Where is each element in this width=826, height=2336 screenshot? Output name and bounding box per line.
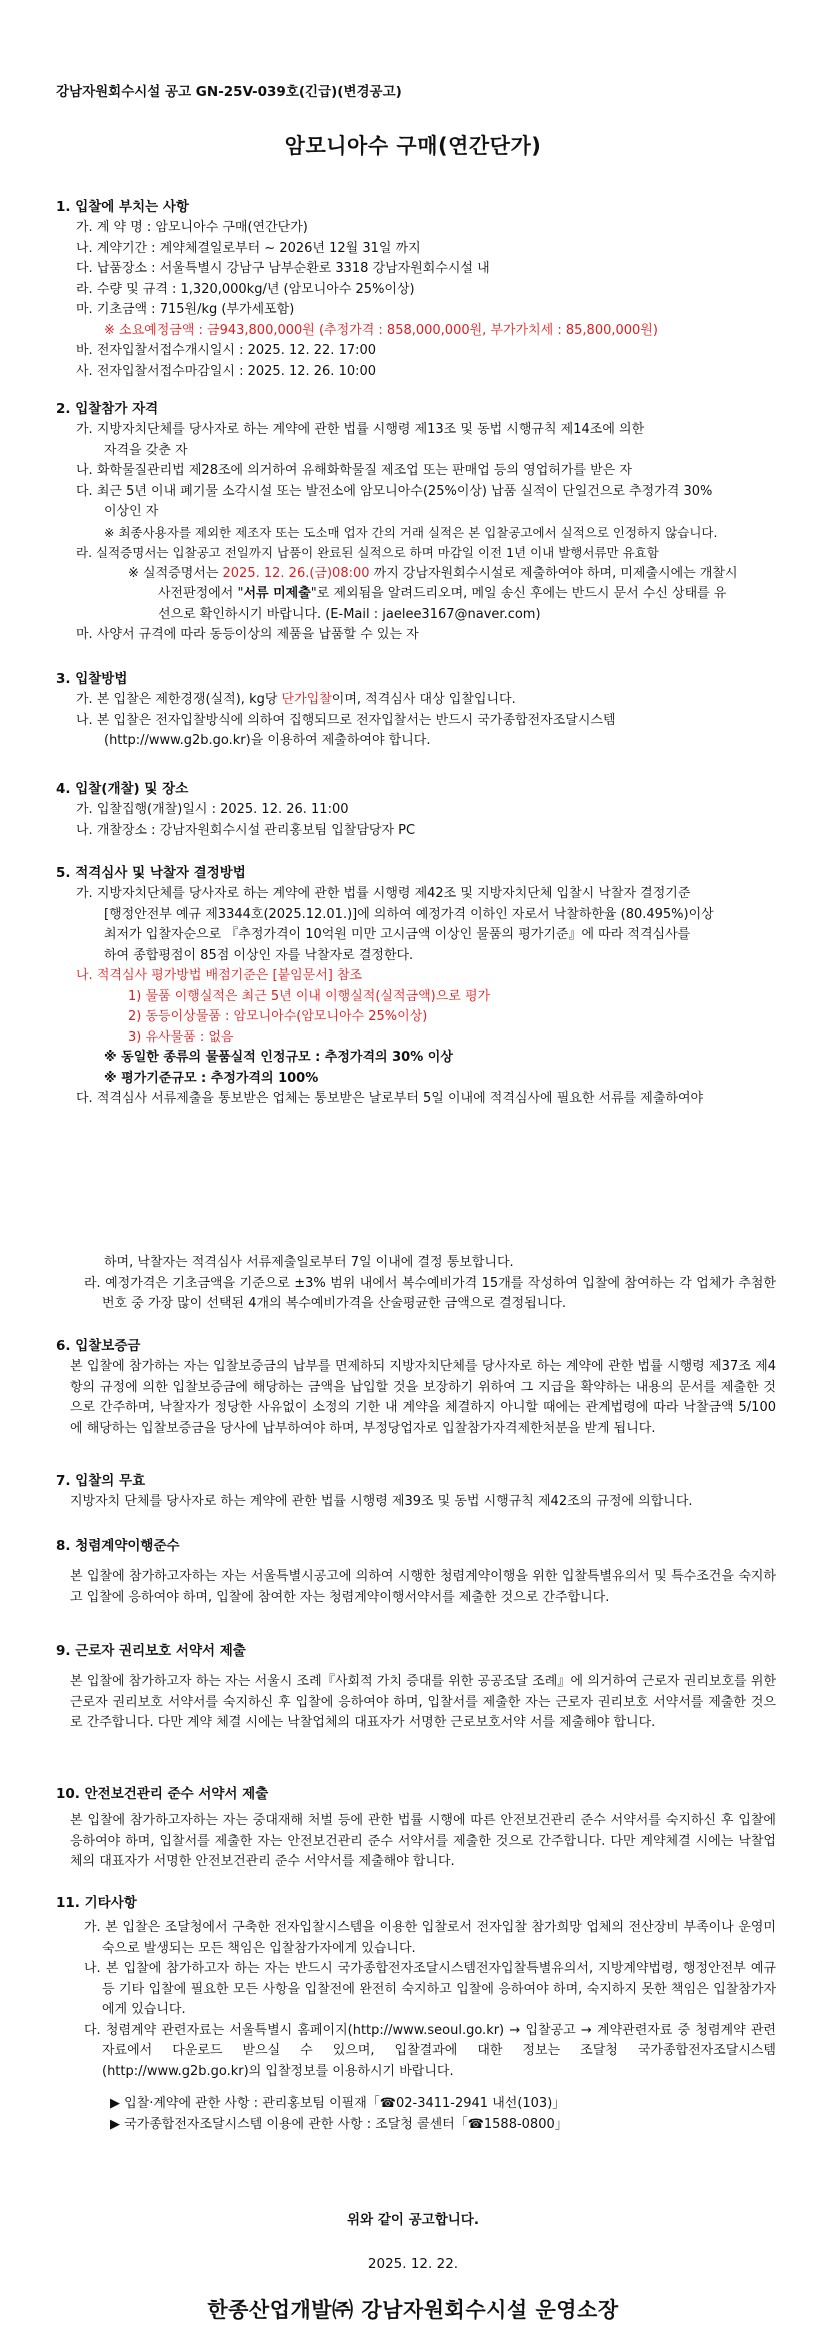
- evaluation-item-2: 2) 동등이상물품 : 암모니아수(암모니아수 25%이상): [128, 1009, 428, 1024]
- section-5-heading: 5. 적격심사 및 낙찰자 결정방법: [56, 865, 246, 881]
- misc-ga: 가. 본 입찰은 조달청에서 구축한 전자입찰시스템을 이용한 입찰로서 전자입찰 참가희망 업체의 전산장비 부족이나 운영미숙으로 발생되는 모든 책임은 입찰참가자에게 있습니다.: [84, 1920, 776, 1956]
- qualification-ga-line2: 자격을 갖춘 자: [104, 442, 188, 458]
- section-5-continued: [56, 1253, 776, 1315]
- qualification-ra: 라. 실적증명서는 입찰공고 전일까지 납품이 완료된 실적으로 하며 마감일 이전 1년 이내 발행서류만 유효함: [76, 545, 659, 560]
- contact-g2b: ▶ 국가종합전자조달시스템 이용에 관한 사항 : 조달청 콜센터「☎1588-0800」: [110, 2116, 568, 2132]
- misc-na: 나. 본 입찰에 참가하고자 하는 자는 반드시 국가종합전자조달시스템전자입찰특별유의서, 지방계약법령, 행정안전부 예규 등 기타 입찰에 필요한 모든 사항을 입찰전에 완전히 숙지하고 입찰에 응하여야 하며, 숙지하지 못한 책임은 입찰참가자에게 있습니다.: [84, 1961, 776, 2017]
- award-method-line1: 가. 지방자치단체를 당사자로 하는 계약에 관한 법률 시행령 제42조 및 지방자치단체 입찰시 낙찰자 결정기준: [76, 886, 691, 901]
- section-11-heading: 11. 기타사항: [56, 1895, 137, 1911]
- section-9: [56, 1640, 776, 1734]
- opening-datetime: 가. 입찰집행(개찰)일시 : 2025. 12. 26. 11:00: [76, 802, 349, 817]
- qualification-na: 나. 화학물질관리법 제28조에 의거하여 유해화학물질 제조업 또는 판매업 등의 영업허가를 받은 자: [76, 463, 632, 478]
- performance-note-line1: ※ 실적증명서는 2025. 12. 26.(금)08:00 까지 강남자원회수시설로 제출하여야 하며, 미제출시에는 개찰시: [128, 565, 738, 581]
- bid-method-ga: 가. 본 입찰은 제한경쟁(실적), kg당 단가입찰이며, 적격심사 대상 입찰입니다.: [76, 692, 516, 707]
- notice-date: 2025. 12. 22.: [367, 2256, 459, 2272]
- notice-number: 강남자원회수시설 공고 GN-25V-039호(긴급)(변경공고): [56, 84, 402, 100]
- award-method-line3: 최저가 입찰자순으로 『추정가격이 10억원 미만 고시금액 이상인 물품의 평가기준』에 따라 적격심사를: [104, 927, 691, 942]
- section-9-heading: 9. 근로자 권리보호 서약서 제출: [56, 1643, 246, 1659]
- section-11: [56, 1892, 776, 2135]
- section-2: [56, 398, 776, 646]
- unit-price-bid-highlight: 단가입찰: [281, 692, 332, 707]
- bid-bond-body: 본 입찰에 참가하는 자는 입찰보증금의 납부를 면제하되 지방자치단체를 당사자로 하는 계약에 관한 법률 시행령 제37조 제4항의 규정에 의한 입찰보증금에 해당하는 금액을 납입할 것을 보장하기 위하여 그 지급을 확약하는 내용의 문서를 제출한 것으로 간주하며, 낙찰자가 정당한 사유없이 소정의 기한 내 계약을 체결하지 아니할 때에는 관계법령에 따라 낙찰금액 5/100에 해당하는 입찰보증금을 당사에 납부하여야 하며, 부정당업자로 입찰참가자격제한처분을 받게 됩니다.: [70, 1359, 776, 1436]
- bid-open-datetime: 바. 전자입찰서접수개시일시 : 2025. 12. 22. 17:00: [76, 343, 377, 358]
- integrity-body: 본 입찰에 참가하고자하는 자는 서울특별시공고에 의하여 시행한 청렴계약이행을 위한 입찰특별유의서 및 특수조건을 숙지하고 입찰에 응하여야 하며, 입찰에 참여한 자는 청렴계약이행서약서를 제출한 것으로 간주합니다.: [70, 1569, 776, 1605]
- issuer-name: 한종산업개발㈜ 강남자원회수시설 운영소장: [207, 2298, 619, 2322]
- deadline-highlight: 2025. 12. 26.(금)08:00: [222, 565, 370, 581]
- section-10: [56, 1783, 776, 1873]
- safety-body: 본 입찰에 참가하고자하는 자는 중대재해 처벌 등에 관한 법률 시행에 따른 안전보건관리 준수 서약서를 숙지하신 후 입찰에 응하여야 하며, 입찰서를 제출한 자는 안전보건관리 준수 서약서를 제출한 것으로 간주합니다. 다만 계약체결 시에는 낙찰업체의 대표자가 서명한 안전보건관리 준수 서약서를 제출해야 합니다.: [70, 1813, 776, 1869]
- labor-rights-body: 본 입찰에 참가하고자 하는 자는 서울시 조례『사회적 가치 증대를 위한 공공조달 조례』에 의거하여 근로자 권리보호를 위한 근로자 권리보호 서약서를 숙지하신 후 입찰에 응하여야 하며, 입찰서를 제출한 자는 근로자 권리보호 서약서를 제출한 것으로 간주합니다. 다만 계약 체결 시에는 낙찰업체의 대표자가 서명한 근로보호서약 서를 제출해야 합니다.: [70, 1674, 776, 1730]
- performance-scale-note: ※ 동일한 종류의 물품실적 인정규모 : 추정가격의 30% 이상: [104, 1050, 453, 1065]
- qualification-da-line2: 이상인 자: [104, 504, 159, 519]
- award-method-line2: [행정안전부 예규 제3344호(2025.12.01.)]에 의하여 예정가격 이하인 자로서 낙찰하한율 (80.495%)이상: [104, 906, 714, 922]
- evaluation-item-3: 3) 유사물품 : 없음: [128, 1029, 234, 1045]
- contract-name: 가. 계 약 명 : 암모니아수 구매(연간단가): [76, 220, 308, 235]
- no-submission-highlight: 서류 미제출: [243, 586, 311, 601]
- qualification-da-line1: 다. 최근 5년 이내 폐기물 소각시설 또는 발전소에 암모니아수(25%이상) 납품 실적이 단일건으로 추정가격 30%: [76, 483, 713, 499]
- qualification-ma: 마. 사양서 규격에 따라 동등이상의 제품을 납품할 수 있는 자: [76, 627, 419, 642]
- delivery-place: 다. 납품장소 : 서울특별시 강남구 남부순환로 3318 강남자원회수시설 내: [76, 261, 490, 276]
- section-8-heading: 8. 청렴계약이행준수: [56, 1538, 180, 1554]
- performance-note-line3: 선으로 확인하시기 바랍니다. (E-Mail : jaelee3167@naver.com): [158, 606, 541, 622]
- contact-contract: ▶ 입찰·계약에 관한 사항 : 관리홍보팀 이필재「☎02-3411-2941 내선(103)」: [110, 2096, 566, 2111]
- bid-close-datetime: 사. 전자입찰서접수마감일시 : 2025. 12. 26. 10:00: [76, 363, 377, 379]
- award-method-line4: 하여 종합평점이 85점 이상인 자를 낙찰자로 결정한다.: [104, 947, 414, 963]
- section-2-heading: 2. 입찰참가 자격: [56, 401, 159, 417]
- invalidity-body: 지방자치 단체를 당사자로 하는 계약에 관한 법률 시행령 제39조 및 동법 시행규칙 제42조의 규정에 의합니다.: [70, 1494, 693, 1509]
- contract-period: 나. 계약기간 : 계약체결일로부터 ~ 2026년 12월 31일 까지: [76, 240, 421, 256]
- qualification-ga-line1: 가. 지방자치단체를 당사자로 하는 계약에 관한 법률 시행령 제13조 및 동법 시행규칙 제14조에 의한: [76, 422, 645, 437]
- section-6-heading: 6. 입찰보증금: [56, 1338, 141, 1354]
- section-3-heading: 3. 입찰방법: [56, 671, 128, 687]
- page-title: 암모니아수 구매(연간단가): [284, 134, 542, 158]
- section-5: [56, 862, 776, 1110]
- document-submission-line2: 하며, 낙찰자는 적격심사 서류제출일로부터 7일 이내에 결정 통보합니다.: [104, 1255, 514, 1270]
- performance-note-line2: 사전판정에서 "서류 미제출"로 제외됨을 알려드리오며, 메일 송신 후에는 반드시 문서 수신 상태를 유: [158, 586, 727, 601]
- closing-statement: 위와 같이 공고합니다.: [347, 2212, 479, 2228]
- section-10-heading: 10. 안전보건관리 준수 서약서 제출: [56, 1786, 269, 1802]
- section-8: [56, 1535, 776, 1608]
- section-7-heading: 7. 입찰의 무효: [56, 1473, 146, 1489]
- evaluation-item-1: 1) 물품 이행실적은 최근 5년 이내 이행실적(실적금액)으로 평가: [128, 988, 491, 1004]
- section-6: [56, 1335, 776, 1439]
- quantity-spec: 라. 수량 및 규격 : 1,320,000kg/년 (암모니아수 25%이상): [76, 281, 415, 297]
- section-3: [56, 668, 776, 752]
- estimated-amount-note: ※ 소요예정금액 : 금943,800,000원 (추정가격 : 858,000,000원, 부가가치세 : 85,800,000원): [104, 322, 658, 338]
- section-7: [56, 1470, 776, 1513]
- base-price: 마. 기초금액 : 715원/kg (부가세포함): [76, 302, 295, 317]
- qualification-da-note: ※ 최종사용자를 제외한 제조자 또는 도소매 업자 간의 거래 실적은 본 입찰공고에서 실적으로 인정하지 않습니다.: [104, 524, 718, 540]
- section-1: [56, 196, 776, 382]
- bid-method-na-line1: 나. 본 입찰은 전자입찰방식에 의하여 집행되므로 전자입찰서는 반드시 국가종합전자조달시스템: [76, 712, 616, 728]
- misc-da: 다. 청렴계약 관련자료는 서울특별시 홈페이지(http://www.seoul.go.kr) → 입찰공고 → 계약관련자료 중 청렴계약 관련자료에서 다운로드 받으실 수 있으며, 입찰결과에 대한 정보는 조달청 국가종합전자조달시스템 (http://www.g2b.go.kr)의 입찰정보를 이용하시기 바랍니다.: [84, 2022, 776, 2079]
- reserve-price-rule: 라. 예정가격은 기초금액을 기준으로 ±3% 범위 내에서 복수예비가격 15개를 작성하여 입찰에 참여하는 각 업체가 추첨한 번호 중 가장 많이 선택된 4개의 복수예비가격을 산술평균한 금액으로 결정됩니다.: [84, 1275, 776, 1311]
- section-4-heading: 4. 입찰(개찰) 및 장소: [56, 781, 189, 797]
- section-1-heading: 1. 입찰에 부치는 사항: [56, 199, 189, 215]
- evaluation-scale-note: ※ 평가기준규모 : 추정가격의 100%: [104, 1070, 319, 1086]
- section-4: [56, 778, 776, 841]
- document-submission-line1: 다. 적격심사 서류제출을 통보받은 업체는 통보받은 날로부터 5일 이내에 적격심사에 필요한 서류를 제출하여야: [76, 1091, 704, 1106]
- evaluation-criteria: 나. 적격심사 평가방법 배점기준은 [붙임문서] 참조: [76, 968, 363, 983]
- opening-place: 나. 개찰장소 : 강남자원회수시설 관리홍보팀 입찰담당자 PC: [76, 822, 416, 838]
- bid-method-na-line2: (http://www.g2b.go.kr)을 이용하여 제출하여야 합니다.: [104, 733, 431, 748]
